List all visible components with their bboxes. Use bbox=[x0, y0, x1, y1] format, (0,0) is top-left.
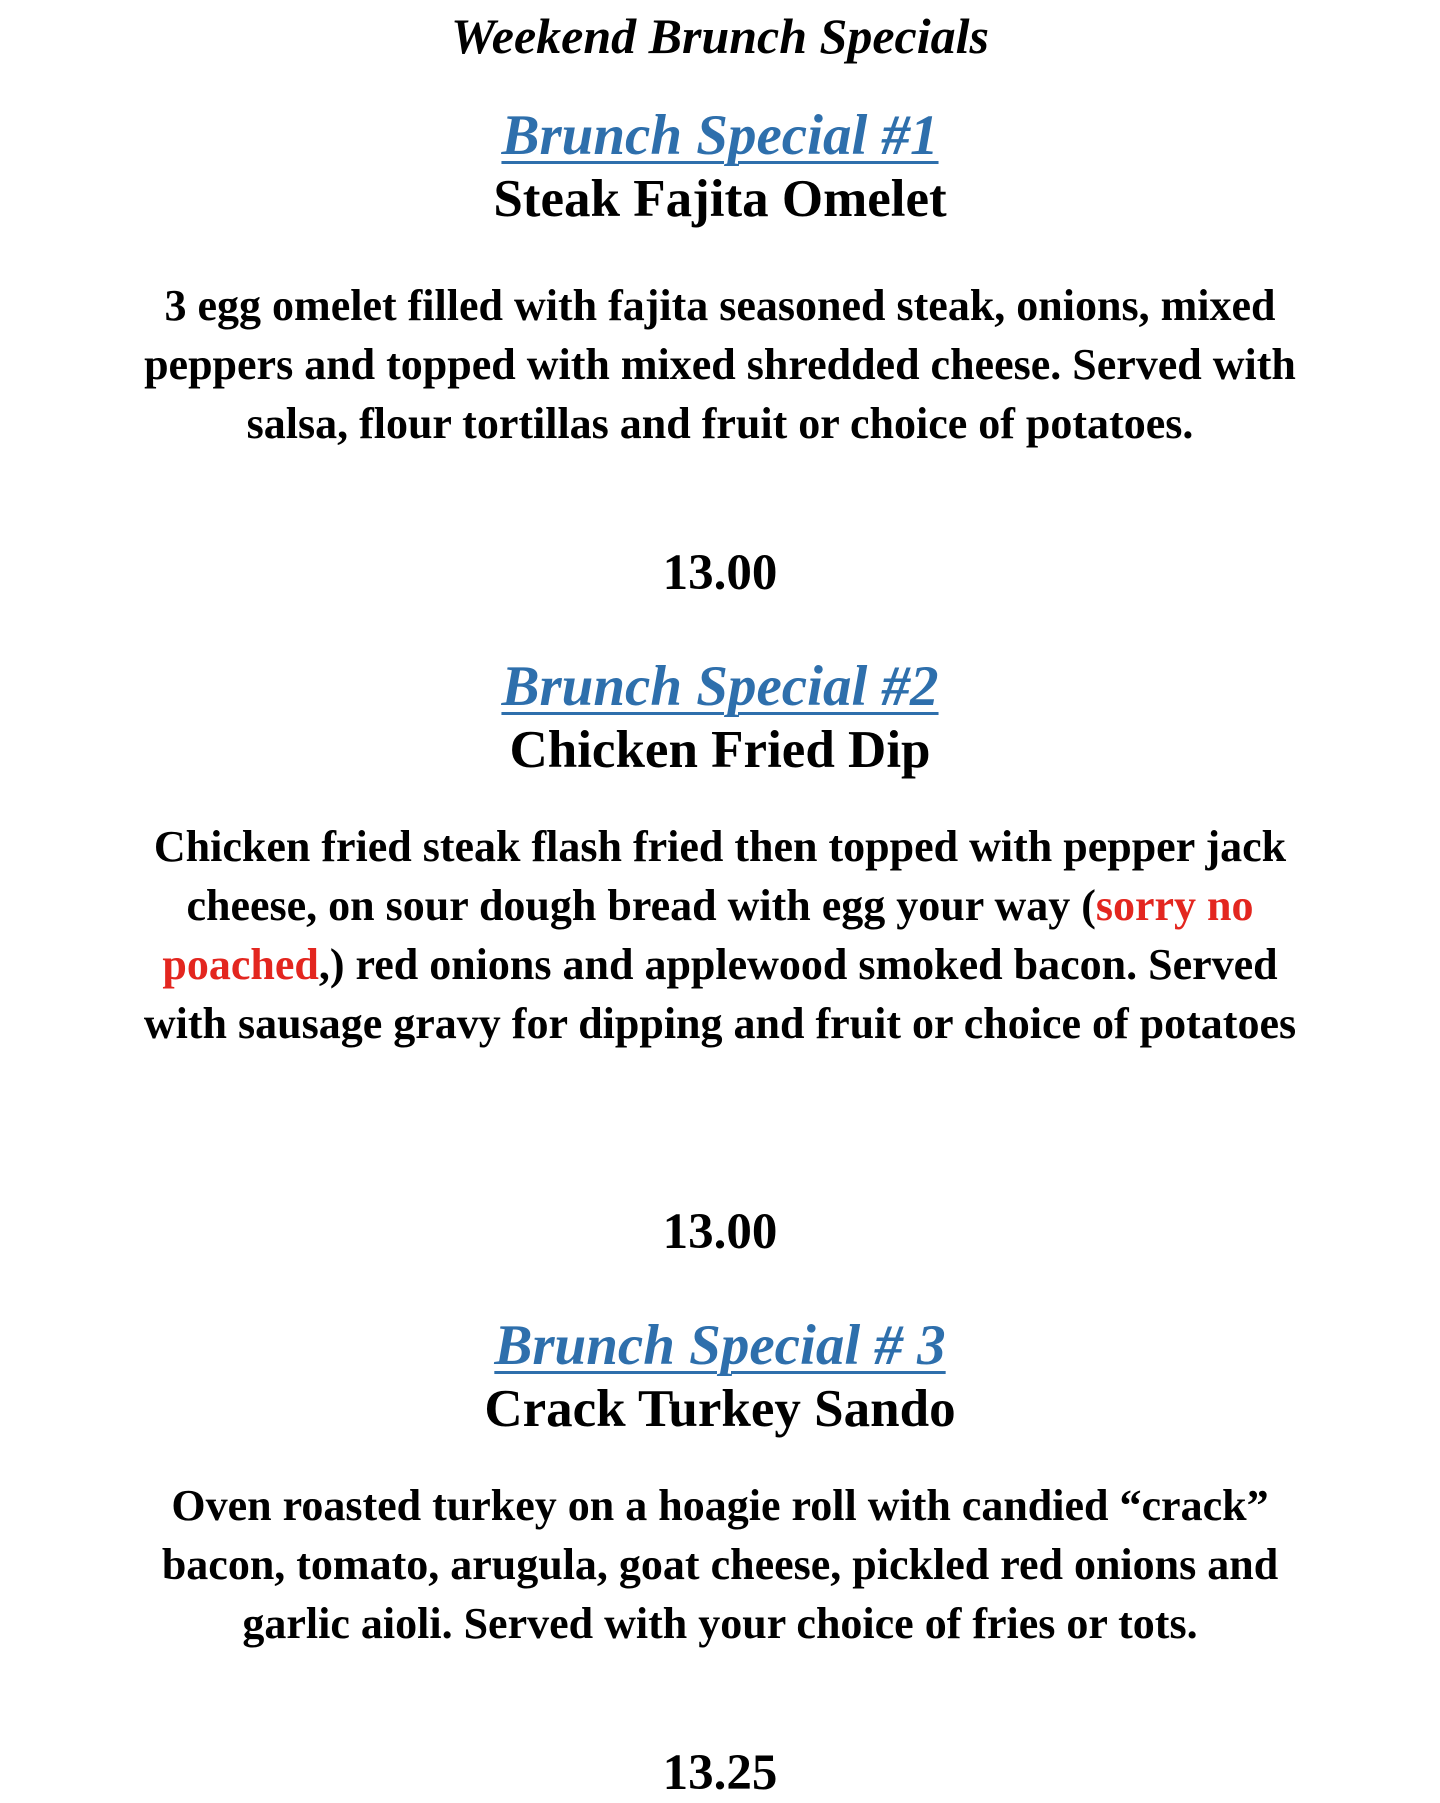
special-2-price: 13.00 bbox=[662, 1204, 778, 1260]
special-2-description-end: ,) red onions and applewood smoked bacon. Served with sausage gravy for dipping and fruit or choice of potatoes bbox=[143, 940, 1297, 1048]
special-1-description: 3 egg omelet filled with fajita seasoned steak, onions, mixed peppers and topped with mixed shredded cheese. Served with salsa, flour tortillas and fruit or choice of potatoes. bbox=[144, 281, 1296, 448]
special-2-header bbox=[0, 655, 1440, 781]
special-3-header bbox=[0, 1314, 1440, 1440]
special-2-label: Brunch Special #2 bbox=[501, 655, 939, 718]
special-1-label: Brunch Special #1 bbox=[501, 104, 939, 167]
special-2-description-start: Chicken fried steak flash fried then topped with pepper jack cheese, on sour dough bread with egg your way ( bbox=[153, 822, 1287, 930]
special-1-name: Steak Fajita Omelet bbox=[493, 170, 947, 228]
page-title: Weekend Brunch Specials bbox=[451, 8, 989, 64]
special-2-description bbox=[120, 817, 1320, 1053]
special-3-description: Oven roasted turkey on a hoagie roll with candied “crack” bacon, tomato, arugula, goat cheese, pickled red onions and garlic aioli. Served with your choice of fries or tots. bbox=[161, 1481, 1279, 1648]
special-3-name: Crack Turkey Sando bbox=[484, 1380, 956, 1438]
special-3-price: 13.25 bbox=[662, 1745, 778, 1801]
special-3-label: Brunch Special # 3 bbox=[494, 1314, 946, 1377]
special-2-description-highlight: sorry no poached bbox=[162, 881, 1254, 989]
special-1-header bbox=[0, 104, 1440, 230]
special-2-name: Chicken Fried Dip bbox=[509, 721, 931, 779]
special-1-price: 13.00 bbox=[662, 545, 778, 601]
